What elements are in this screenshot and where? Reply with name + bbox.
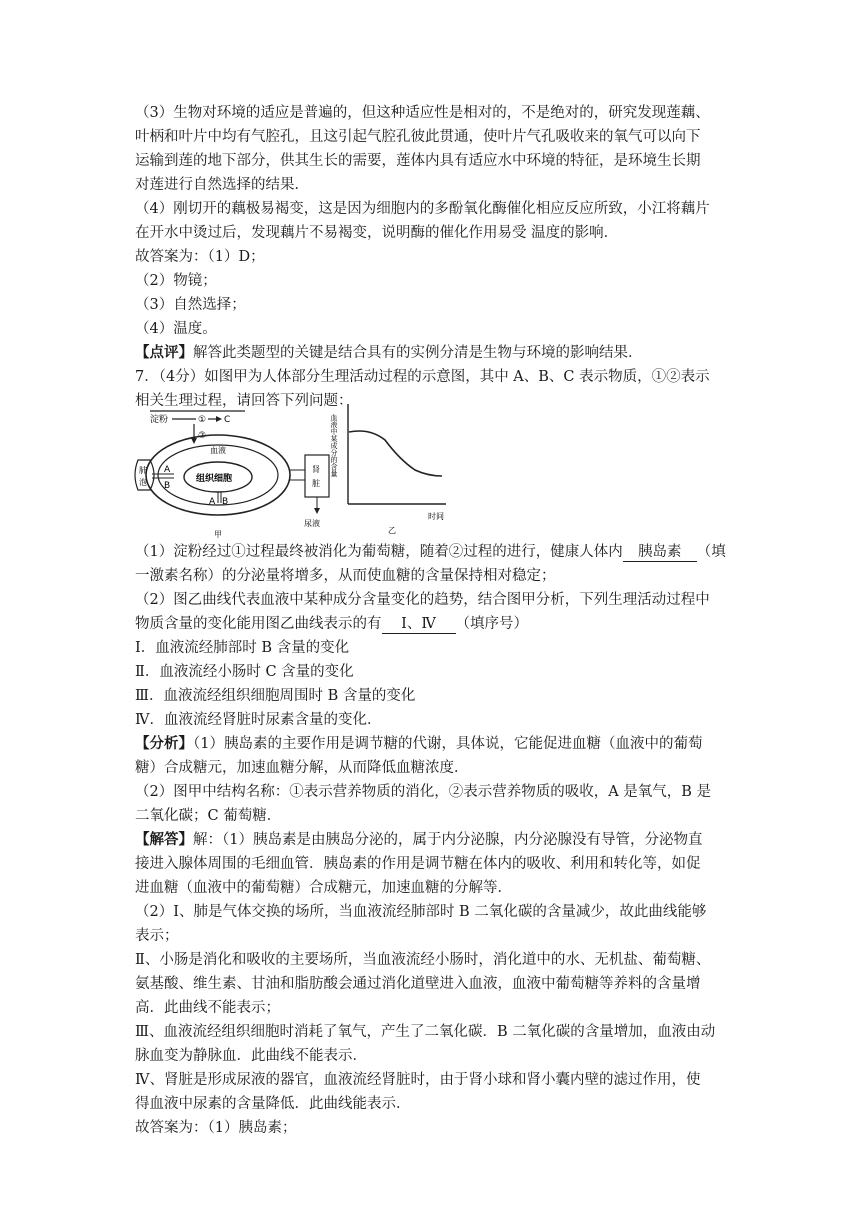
text-line	[135, 612, 735, 636]
figure-yi	[330, 404, 446, 535]
text-line: 在开水中烫过后，发现藕片不易褐变，说明酶的催化作用易受 温度的影响．	[135, 225, 619, 241]
analysis-tag: 【分析】	[135, 735, 193, 752]
text-line: （3）自然选择；	[135, 297, 246, 313]
text: 物质含量的变化能用图乙曲线表示的有	[135, 616, 382, 632]
solution-line	[135, 828, 735, 852]
text-line: 脉血变为静脉血．此曲线不能表示．	[135, 1048, 367, 1064]
text: （填	[696, 544, 726, 560]
answer-blank-1: 胰岛素	[623, 543, 697, 562]
text-line: 二氧化碳；C 葡萄糖．	[135, 808, 282, 824]
text-line: Ⅳ、肾脏是形成尿液的器官，血液流经肾脏时，由于肾小球和肾小囊内壁的滤过作用，使	[135, 1072, 701, 1088]
option-1: Ⅰ．血液流经肺部时 B 含量的变化	[135, 640, 350, 656]
text-line: 叶柄和叶片中均有气腔孔，且这引起气腔孔彼此贯通，使叶片气孔吸收来的氧气可以向下	[135, 129, 701, 145]
question-title: 7．（4分）如图甲为人体部分生理活动过程的示意图，其中 A、B、C 表示物质，①②表示	[135, 369, 710, 385]
question-title-cont: 相关生理过程，请回答下列问题：	[135, 393, 353, 409]
text-line: 对莲进行自然选择的结果．	[135, 177, 309, 193]
lung-label: 肺	[139, 466, 147, 475]
svg-text:脏: 脏	[312, 479, 320, 488]
label-B-left: B	[164, 481, 171, 491]
answer-blank-2: Ⅰ、Ⅳ	[382, 615, 456, 634]
text-line: 高．此曲线不能表示；	[135, 1000, 280, 1016]
text: （1）胰岛素的主要作用是调节糖的代谢，具体说，它能促进血糖（血液中的葡萄	[193, 736, 703, 752]
text-line: （4）温度。	[135, 321, 217, 337]
label-B-bottom: B	[222, 497, 229, 507]
final-answer: 故答案为：（1）胰岛素；	[135, 1120, 297, 1136]
text: 解：（1）胰岛素是由胰岛分泌的，属于内分泌腺，内分泌腺没有导管，分泌物直	[193, 832, 703, 848]
solution-tag: 【解答】	[135, 831, 193, 848]
yi-xlabel: 时间	[428, 512, 444, 521]
text-line: 糖）合成糖元，加速血糖分解，从而降低血糖浓度．	[135, 760, 469, 776]
text-line: 进血糖（血液中的葡萄糖）合成糖元，加速血糖的分解等．	[135, 880, 512, 896]
text-line: （3）生物对环境的适应是普遍的，但这种适应性是相对的，不是绝对的，研究发现莲藕、	[135, 105, 710, 121]
text-line: （2）图甲中结构名称：①表示营养物质的消化，②表示营养物质的吸收，A 是氧气，B 是	[135, 784, 712, 800]
option-3: Ⅲ．血液流经组织细胞周围时 B 含量的变化	[135, 688, 416, 704]
kidney-label: 肾	[312, 465, 320, 474]
text-line: 运输到莲的地下部分，供其生长的需要，莲体内具有适应水中环境的特征，是环境生长期	[135, 153, 701, 169]
figure	[130, 400, 460, 540]
option-2: Ⅱ．血液流经小肠时 C 含量的变化	[135, 664, 354, 680]
text-line: 一激素名称）的分泌量将增多，从而使血糖的含量保持相对稳定；	[135, 568, 556, 584]
text-line: 氨基酸、维生素、甘油和脂肪酸会通过消化道壁进入血液，血液中葡萄糖等养料的含量增	[135, 976, 701, 992]
sub-question-1	[135, 540, 735, 564]
yi-ylabel: 血液中某成分的含量	[330, 414, 338, 477]
text-line: 得血液中尿素的含量降低．此曲线能表示．	[135, 1096, 411, 1112]
review-line	[135, 341, 735, 365]
sub-question-2: （2）图乙曲线代表血液中某种成分含量变化的趋势，结合图甲分析，下列生理活动过程中	[135, 592, 710, 608]
text-line: Ⅱ、小肠是消化和吸收的主要场所，当血液流经小肠时，消化道中的水、无机盐、葡萄糖、	[135, 952, 711, 968]
process-2-label: ②	[198, 431, 207, 441]
figure-jia	[135, 411, 329, 539]
curve	[349, 431, 442, 476]
label-A-left: A	[164, 465, 171, 475]
figure-yi-caption: 乙	[388, 526, 396, 535]
tissue-cell-label: 组织细胞	[196, 474, 233, 484]
text-line: （2）Ⅰ、肺是气体交换的场所，当血液流经肺部时 B 二氧化碳的含量减少，故此曲线能够	[135, 904, 707, 920]
text-line: Ⅲ、血液流经组织细胞时消耗了氧气，产生了二氧化碳．B 二氧化碳的含量增加，血液由动	[135, 1024, 716, 1040]
review-text: 解答此类题型的关键是结合具有的实例分清是生物与环境的影响结果．	[193, 345, 643, 361]
text: （填序号）	[455, 616, 528, 632]
text-line: 故答案为：（1）D；	[135, 249, 265, 265]
text-line: 接进入腺体周围的毛细血管．胰岛素的作用是调节糖在体内的吸收、利用和转化等，如促	[135, 856, 701, 872]
review-tag: 【点评】	[135, 344, 193, 361]
figure-jia-caption: 甲	[214, 530, 222, 539]
text: （1）淀粉经过①过程最终被消化为葡萄糖，随着②过程的进行，健康人体内	[135, 544, 623, 560]
kidney-box	[305, 455, 329, 497]
starch-label: 淀粉	[150, 415, 169, 425]
label-A-bottom: A	[209, 497, 216, 507]
blood-label: 血液	[210, 446, 226, 455]
option-4: Ⅳ．血液流经肾脏时尿素含量的变化．	[135, 712, 382, 728]
process-1-label: ①	[198, 415, 207, 425]
urine-label: 尿液	[304, 519, 320, 528]
text-line: （2）物镜；	[135, 273, 217, 289]
label-C-top: C	[224, 415, 231, 425]
analysis-line	[135, 732, 735, 756]
text-line: （4）刚切开的藕极易褐变，这是因为细胞内的多酚氧化酶催化相应反应所致，小江将藕片	[135, 201, 710, 217]
text-line: 表示；	[135, 928, 179, 944]
svg-text:泡: 泡	[139, 478, 147, 487]
